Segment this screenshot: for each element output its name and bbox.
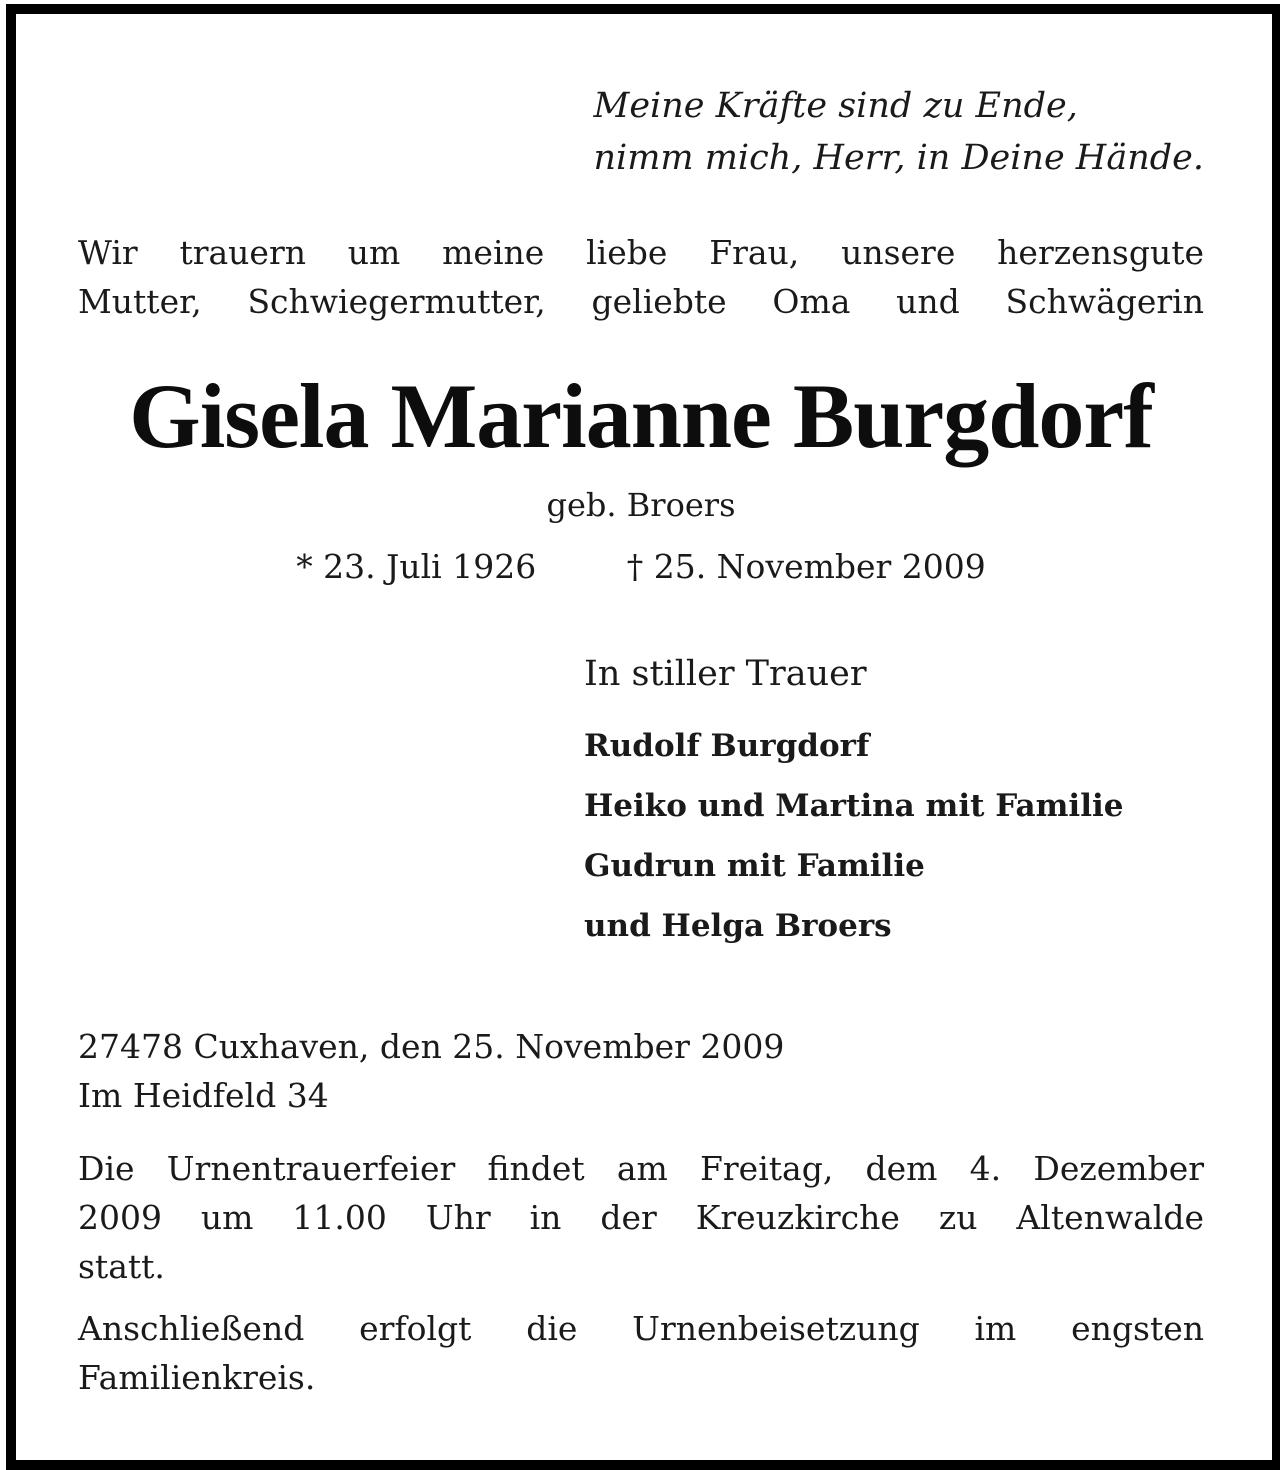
ceremony-line-2: 2009 um 11.00 Uhr in der Kreuzkirche zu Altenwalde <box>78 1198 1204 1237</box>
motto-verse <box>593 80 1204 184</box>
address-line-2: Im Heidfeld 34 <box>78 1076 329 1115</box>
deceased-name: Gisela Marianne Burgdorf <box>129 365 1153 467</box>
motto-line-2: nimm mich, Herr, in Deine Hände. <box>593 138 1204 178</box>
maiden-name: geb. Broers <box>546 486 736 524</box>
mourner-name: Rudolf Burgdorf <box>584 728 870 764</box>
mourners-block <box>584 648 1123 956</box>
motto-line-1: Meine Kräfte sind zu Ende, <box>593 86 1078 126</box>
address-line-1: 27478 Cuxhaven, den 25. November 2009 <box>78 1027 785 1066</box>
obituary-content <box>78 14 1204 1460</box>
ceremony-line-3: statt. <box>78 1247 165 1286</box>
mourners-names <box>584 716 1123 956</box>
mourners-heading: In stiller Trauer <box>584 654 867 694</box>
obituary-frame <box>6 4 1280 1470</box>
ceremony-notice <box>78 1144 1204 1291</box>
ceremony-line-1: Die Urnentrauerfeier findet am Freitag, dem 4. Dezember <box>78 1149 1204 1188</box>
address-block <box>78 1022 784 1120</box>
birth-date: * 23. Juli 1926 <box>296 547 537 586</box>
burial-notice <box>78 1304 1204 1402</box>
intro-text <box>78 228 1204 326</box>
mourner-name: Gudrun mit Familie <box>584 848 925 884</box>
mourner-name: und Helga Broers <box>584 908 892 944</box>
burial-line-2: Familienkreis. <box>78 1358 316 1397</box>
life-dates <box>78 544 1204 590</box>
mourner-name: Heiko und Martina mit Familie <box>584 788 1124 824</box>
intro-line-1: Wir trauern um meine liebe Frau, unsere herzensgute <box>78 233 1204 272</box>
burial-line-1: Anschließend erfolgt die Urnenbeisetzung im engsten <box>78 1309 1204 1348</box>
death-date: † 25. November 2009 <box>626 547 986 586</box>
intro-line-2: Mutter, Schwiegermutter, geliebte Oma und Schwägerin <box>78 282 1204 321</box>
